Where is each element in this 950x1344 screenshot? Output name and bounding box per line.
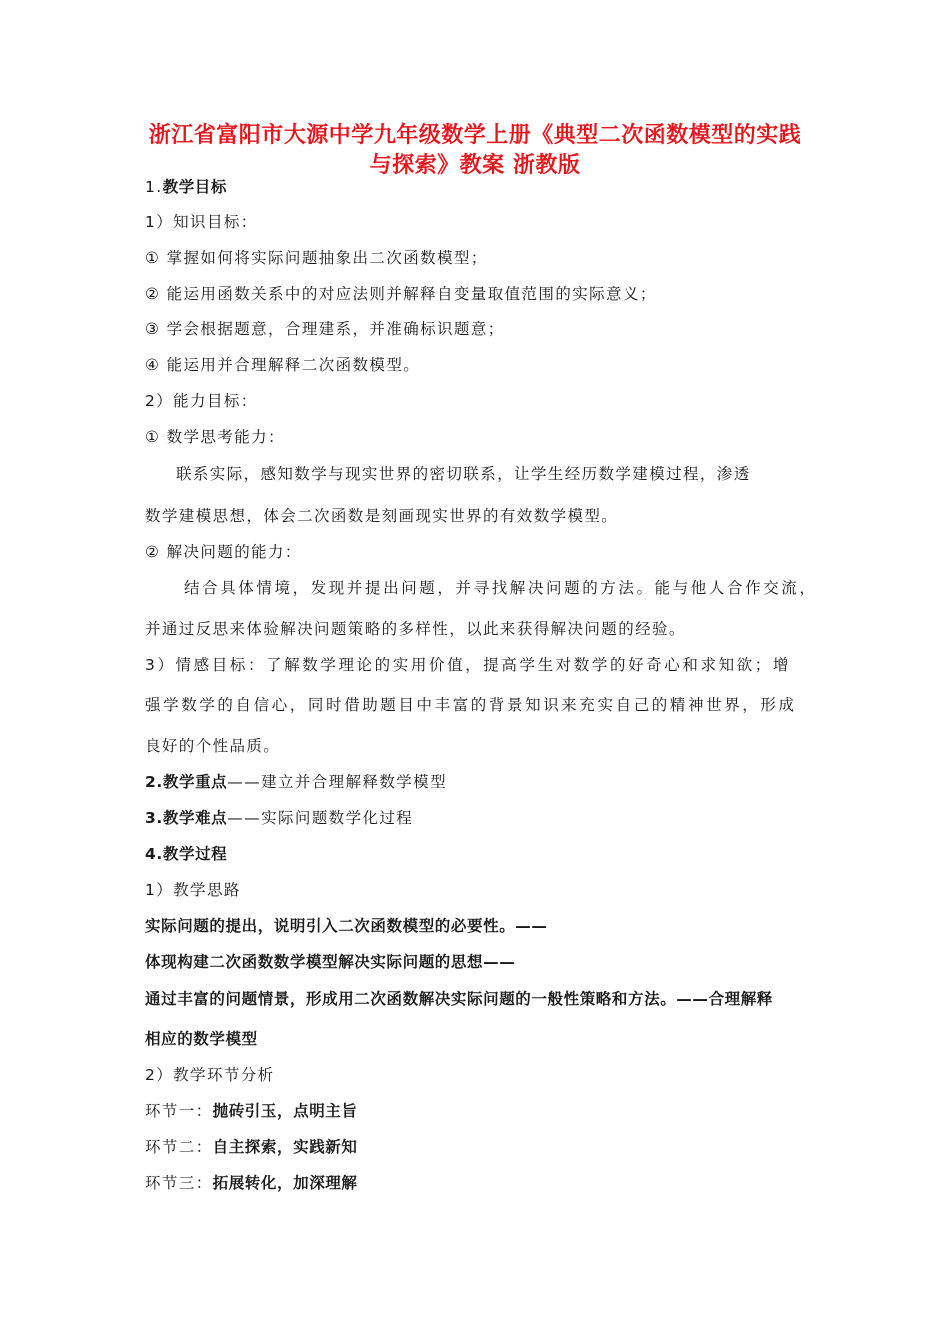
ability-para-1-line-2: 数学建模思想，体会二次函数是刻画现实世界的有效数学模型。 [145, 507, 619, 525]
stage-1-label: 环节一： [145, 1102, 213, 1120]
ability-para-1-line-1: 联系实际，感知数学与现实世界的密切联系，让学生经历数学建模过程，渗透 [176, 465, 751, 483]
section-1-title: 教学目标 [162, 178, 227, 196]
stage-3-text: 拓展转化，加深理解 [212, 1174, 358, 1192]
knowledge-item-1: ① 掌握如何将实际问题抽象出二次函数模型； [145, 249, 488, 267]
ability-sub-2: ② 解决问题的能力： [145, 543, 302, 561]
process-sub-1: 1）教学思路 [145, 881, 241, 899]
section-1-number: 1. [145, 178, 163, 196]
process-idea-line-1: 实际问题的提出，说明引入二次函数模型的必要性。—— [145, 917, 548, 935]
process-idea-line-2: 体现构建二次函数数学模型解决实际问题的思想—— [145, 953, 516, 971]
stage-1-text: 抛砖引玉，点明主旨 [212, 1102, 358, 1120]
process-idea-line-3: 通过丰富的问题情景，形成用二次函数解决实际问题的一般性策略和方法。——合理解释 [145, 990, 773, 1008]
section-4-heading: 4.教学过程 [145, 845, 228, 863]
section-1-heading [145, 176, 227, 198]
knowledge-item-2: ② 能运用函数关系中的对应法则并解释自变量取值范围的实际意义； [145, 285, 657, 303]
ability-sub-1: ① 数学思考能力： [145, 428, 285, 446]
stage-2-text: 自主探索，实践新知 [212, 1138, 358, 1156]
stage-3-label: 环节三： [145, 1174, 213, 1192]
ability-para-2-line-1: 结合具体情境，发现并提出问题，并寻找解决问题的方法。能与他人合作交流， [184, 579, 818, 597]
section-3-heading [145, 807, 413, 829]
section-2-label: 2.教学重点 [145, 773, 228, 791]
emotion-goal-line-1: 3）情感目标：了解数学理论的实用价值，提高学生对数学的好奇心和求知欲；增 [145, 656, 791, 674]
section-2-text: ——建立并合理解释数学模型 [227, 773, 447, 791]
stage-2-label: 环节二： [145, 1138, 213, 1156]
stage-1 [145, 1100, 358, 1122]
document-title-line-2: 与探索》教案 浙教版 [369, 153, 581, 178]
stage-2 [145, 1136, 358, 1158]
knowledge-goal-heading: 1）知识目标： [145, 213, 258, 231]
process-sub-2: 2）教学环节分析 [145, 1066, 275, 1084]
section-2-heading [145, 771, 447, 793]
process-idea-line-4: 相应的数学模型 [145, 1030, 258, 1048]
knowledge-item-4: ④ 能运用并合理解释二次函数模型。 [145, 356, 421, 374]
knowledge-item-3: ③ 学会根据题意，合理建系，并准确标识题意； [145, 320, 505, 338]
document-title-line-1: 浙江省富阳市大源中学九年级数学上册《典型二次函数模型的实践 [148, 123, 802, 148]
ability-goal-heading: 2）能力目标： [145, 392, 258, 410]
section-3-text: ——实际问题数学化过程 [227, 809, 414, 827]
emotion-goal-line-2: 强学数学的自信心，同时借助题目中丰富的背景知识来充实自己的精神世界，形成 [145, 696, 797, 714]
stage-3 [145, 1172, 358, 1194]
ability-para-2-line-2: 并通过反思来体验解决问题策略的多样性，以此来获得解决问题的经验。 [145, 620, 686, 638]
emotion-goal-line-3: 良好的个性品质。 [145, 737, 281, 755]
section-3-label: 3.教学难点 [145, 809, 228, 827]
